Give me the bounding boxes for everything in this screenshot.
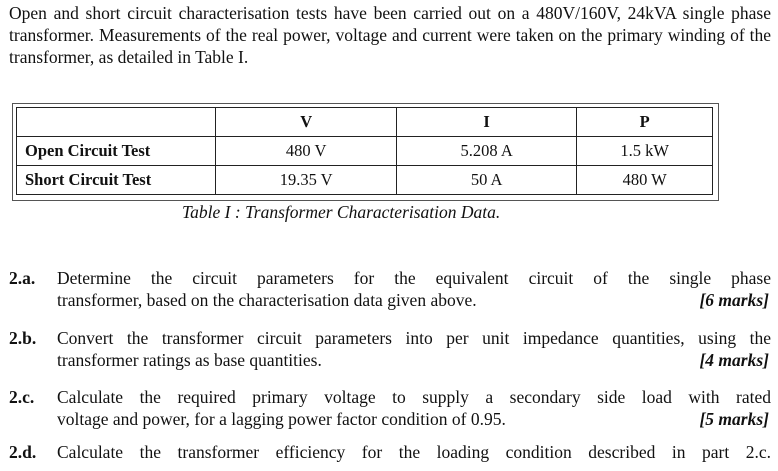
marks-label: [5 marks] [699, 409, 769, 429]
question-number: 2.b. [9, 328, 37, 348]
question-number: 2.a. [9, 268, 36, 288]
open-circuit-current: 5.208 A [396, 137, 576, 166]
marks-label: [6 marks] [699, 290, 769, 310]
intro-paragraph: Open and short circuit characterisation tests have been carried out on a 480V/160V, 24kVA single phase transformer. Measurements of the real power, voltage and current were taken on the primary winding of the transformer, as detailed in Table I. [9, 3, 771, 67]
question-2c [9, 386, 771, 430]
open-circuit-power: 1.5 kW [577, 137, 713, 166]
table-caption: Table I : Transformer Characterisation Data. [182, 202, 501, 222]
question-text-line1: Determine the circuit parameters for the equivalent circuit of the single phase [57, 268, 771, 288]
short-circuit-power: 480 W [577, 166, 713, 195]
question-text-line2: transformer, based on the characterisation data given above. [57, 290, 477, 310]
header-voltage: V [216, 108, 396, 137]
marks-label: [4 marks] [699, 350, 769, 370]
header-current: I [396, 108, 576, 137]
row-label-open-circuit: Open Circuit Test [17, 137, 216, 166]
question-2d [9, 441, 771, 463]
question-text-line1: Calculate the transformer efficiency for the loading condition described in part 2.c. [57, 442, 771, 462]
row-label-short-circuit: Short Circuit Test [17, 166, 216, 195]
question-text-line1: Calculate the required primary voltage to supply a secondary side load with rated [57, 387, 771, 407]
short-circuit-current: 50 A [396, 166, 576, 195]
question-2a [9, 267, 771, 311]
question-text-line2: voltage and power, for a lagging power factor condition of 0.95. [57, 409, 506, 429]
short-circuit-voltage: 19.35 V [216, 166, 396, 195]
header-empty [17, 108, 216, 137]
table-row [17, 166, 713, 195]
question-text-line1: Convert the transformer circuit parameters into per unit impedance quantities, using the [57, 328, 771, 348]
table-header-row [17, 108, 713, 137]
header-power: P [577, 108, 713, 137]
question-number: 2.c. [9, 387, 35, 407]
question-number: 2.d. [9, 442, 37, 462]
question-2b [9, 327, 771, 371]
question-text-line2: transformer ratings as base quantities. [57, 350, 322, 370]
characterisation-table [16, 107, 713, 195]
open-circuit-voltage: 480 V [216, 137, 396, 166]
table-row [17, 137, 713, 166]
